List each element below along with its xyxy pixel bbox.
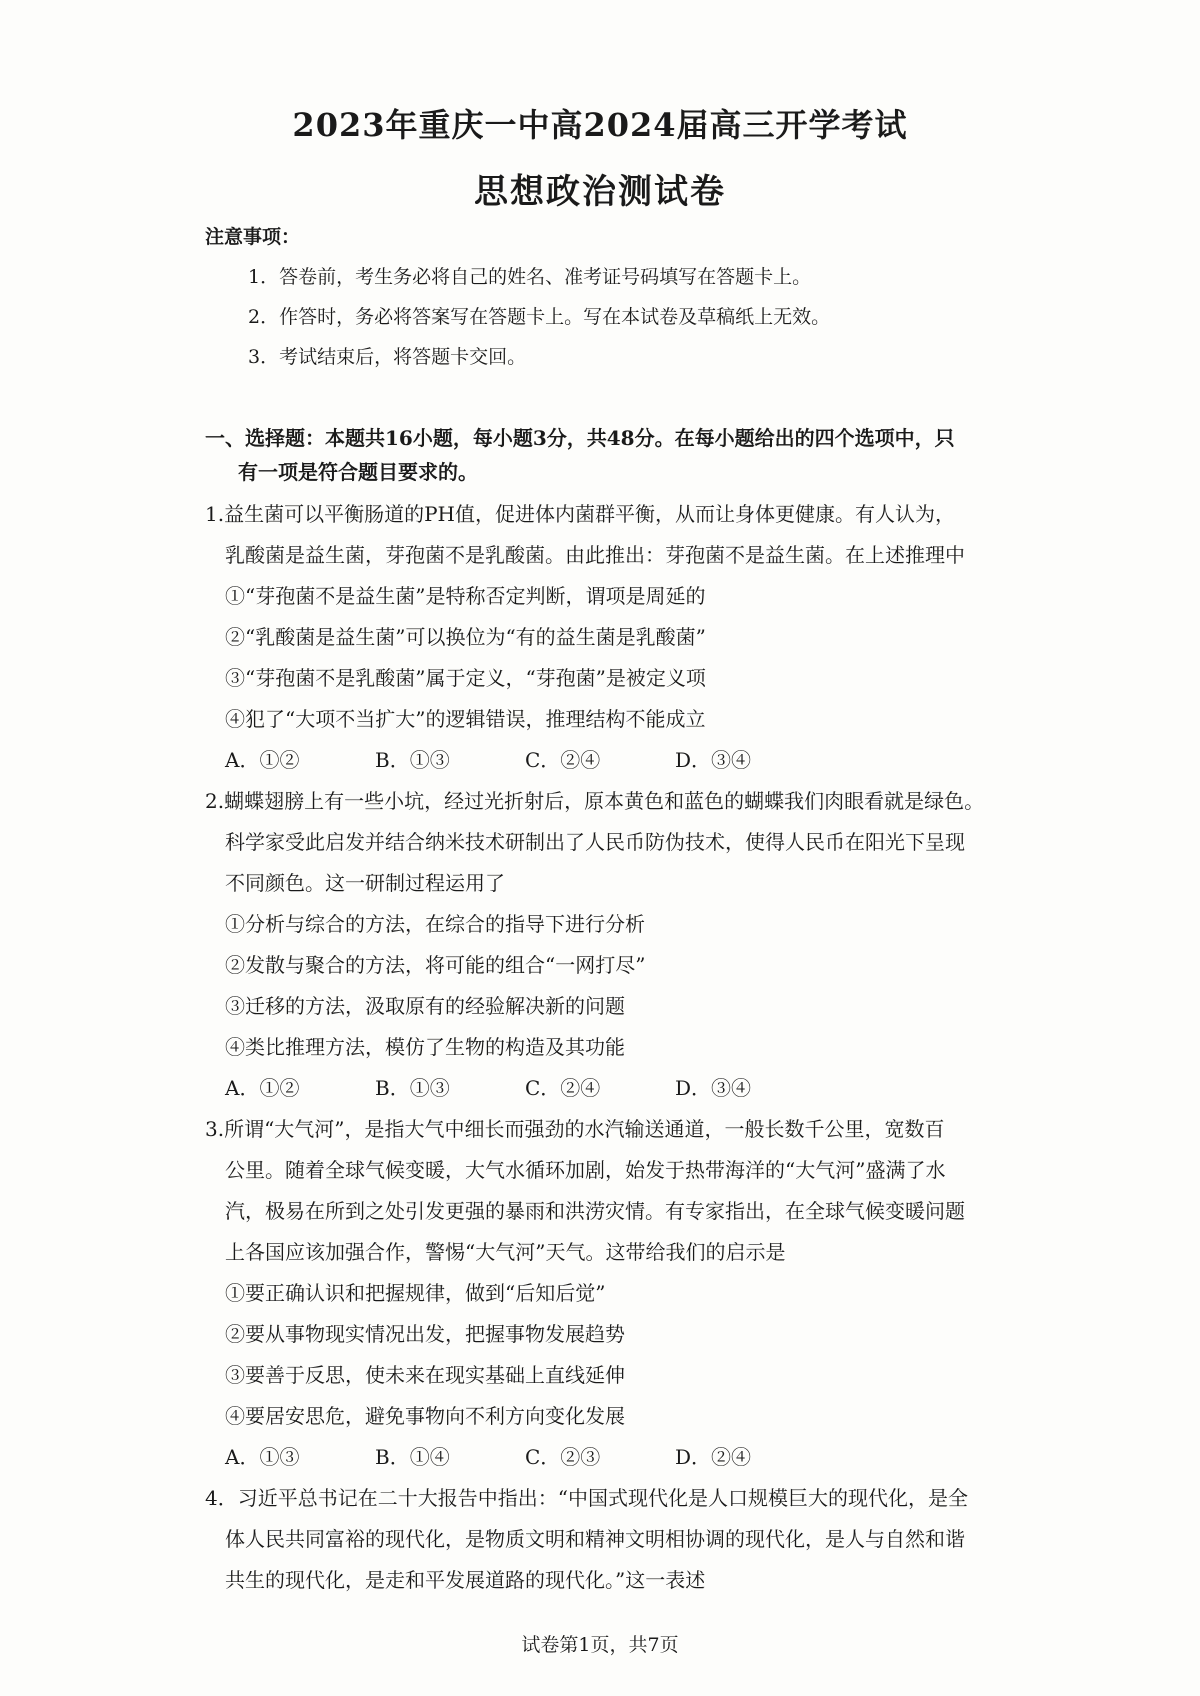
notice-item: 1．答卷前，考生务必将自己的姓名、准考证号码填写在答题卡上。 — [248, 266, 812, 288]
question-2-stem-cont: 科学家受此启发并结合纳米技术研制出了人民币防伪技术，使得人民币在阳光下呈现 — [225, 830, 965, 854]
choice-b: B．①④ — [375, 1445, 450, 1469]
question-1-option: ②“乳酸菌是益生菌”可以换位为“有的益生菌是乳酸菌” — [225, 625, 706, 649]
question-3-option: ③要善于反思，使未来在现实基础上直线延伸 — [225, 1363, 625, 1387]
page-subtitle: 思想政治测试卷 — [474, 172, 726, 212]
question-2-option: ②发散与聚合的方法，将可能的组合“一网打尽” — [225, 953, 646, 977]
question-3-stem-cont: 汽，极易在所到之处引发更强的暴雨和洪涝灾情。有专家指出，在全球气候变暖问题 — [225, 1199, 965, 1223]
choice-c: C．②④ — [525, 1076, 601, 1100]
section-heading: 一、选择题：本题共16小题，每小题3分，共48分。在每小题给出的四个选项中，只 — [205, 426, 955, 450]
page-footer: 试卷第1页，共7页 — [521, 1634, 679, 1656]
choice-d: D．③④ — [675, 1076, 752, 1100]
question-2-choices — [225, 1074, 825, 1102]
question-3-choices — [225, 1443, 825, 1471]
question-1-stem-cont: 乳酸菌是益生菌，芽孢菌不是乳酸菌。由此推出：芽孢菌不是益生菌。在上述推理中 — [225, 543, 965, 567]
question-3-stem-cont: 公里。随着全球气候变暖，大气水循环加剧，始发于热带海洋的“大气河”盛满了水 — [225, 1158, 946, 1182]
question-2-option: ③迁移的方法，汲取原有的经验解决新的问题 — [225, 994, 625, 1018]
question-4-stem: 4．习近平总书记在二十大报告中指出：“中国式现代化是人口规模巨大的现代化，是全 — [205, 1486, 968, 1510]
question-1-stem: 1.益生菌可以平衡肠道的PH值，促进体内菌群平衡，从而让身体更健康。有人认为， — [205, 502, 955, 526]
question-1-option: ①“芽孢菌不是益生菌”是特称否定判断，谓项是周延的 — [225, 584, 706, 608]
choice-b: B．①③ — [375, 748, 450, 772]
question-4-stem-cont: 体人民共同富裕的现代化，是物质文明和精神文明相协调的现代化，是人与自然和谐 — [225, 1527, 965, 1551]
choice-a: A．①② — [225, 748, 300, 772]
question-1-choices — [225, 746, 825, 774]
question-3-option: ①要正确认识和把握规律，做到“后知后觉” — [225, 1281, 606, 1305]
notice-item: 3．考试结束后，将答题卡交回。 — [248, 346, 527, 368]
choice-a: A．①② — [225, 1076, 300, 1100]
question-2-option: ④类比推理方法，模仿了生物的构造及其功能 — [225, 1035, 625, 1059]
question-3-stem-cont: 上各国应该加强合作，警惕“大气河”天气。这带给我们的启示是 — [225, 1240, 786, 1264]
question-3-option: ②要从事物现实情况出发，把握事物发展趋势 — [225, 1322, 625, 1346]
choice-c: C．②④ — [525, 748, 601, 772]
notice-item: 2．作答时，务必将答案写在答题卡上。写在本试卷及草稿纸上无效。 — [248, 306, 831, 328]
question-2-stem-cont: 不同颜色。这一研制过程运用了 — [225, 871, 505, 895]
page-title: 2023年重庆一中高2024届高三开学考试 — [292, 106, 908, 144]
question-1-option: ③“芽孢菌不是乳酸菌”属于定义，“芽孢菌”是被定义项 — [225, 666, 706, 690]
section-heading-cont: 有一项是符合题目要求的。 — [238, 460, 478, 484]
question-4-stem-cont: 共生的现代化，是走和平发展道路的现代化。”这一表述 — [225, 1568, 706, 1592]
choice-c: C．②③ — [525, 1445, 601, 1469]
question-2-option: ①分析与综合的方法，在综合的指导下进行分析 — [225, 912, 645, 936]
choice-b: B．①③ — [375, 1076, 450, 1100]
choice-d: D．③④ — [675, 748, 752, 772]
question-3-stem: 3.所谓“大气河”，是指大气中细长而强劲的水汽输送通道，一般长数千公里，宽数百 — [205, 1117, 945, 1141]
notice-heading: 注意事项： — [205, 226, 301, 248]
question-3-option: ④要居安思危，避免事物向不利方向变化发展 — [225, 1404, 625, 1428]
choice-d: D．②④ — [675, 1445, 752, 1469]
question-2-stem: 2.蝴蝶翅膀上有一些小坑，经过光折射后，原本黄色和蓝色的蝴蝶我们肉眼看就是绿色。 — [205, 789, 985, 813]
choice-a: A．①③ — [225, 1445, 300, 1469]
question-1-option: ④犯了“大项不当扩大”的逻辑错误，推理结构不能成立 — [225, 707, 706, 731]
